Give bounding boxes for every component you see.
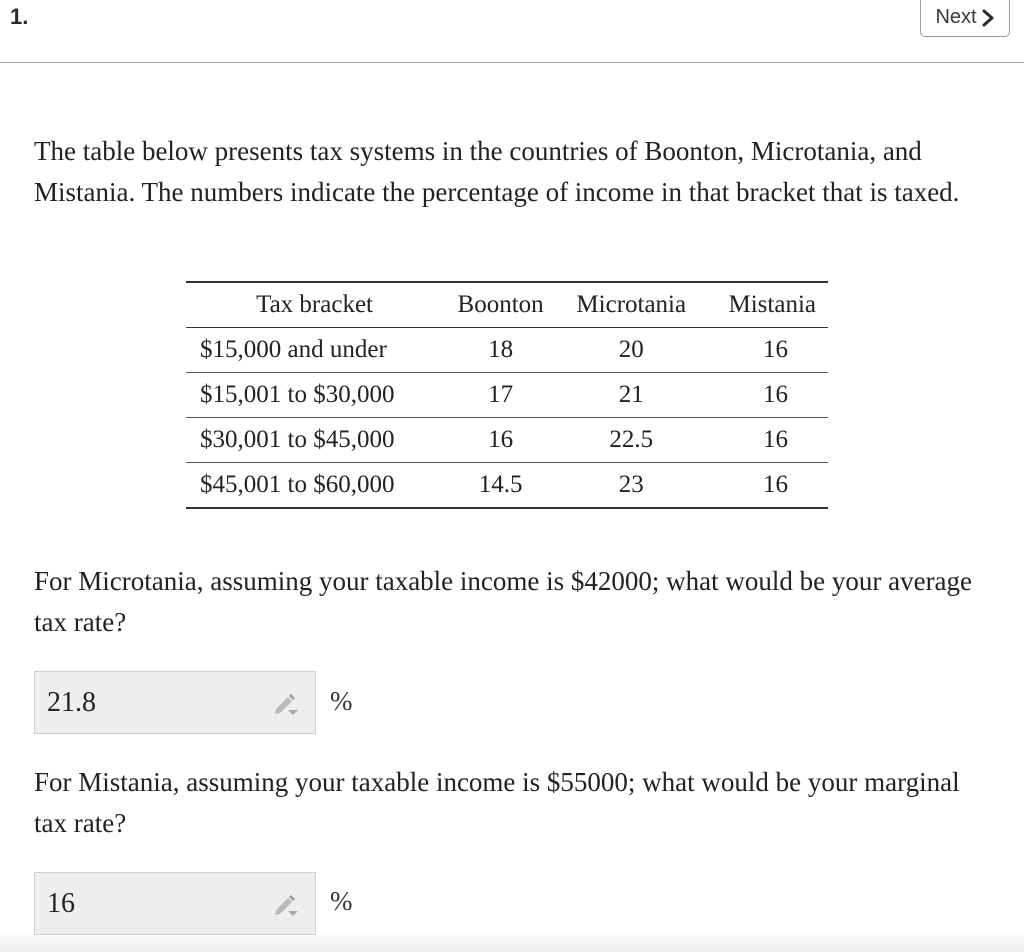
question-intro: The table below presents tax systems in the countries of Boonton, Microtania, and Mistania. The numbers indicate the percentage of income in that bracket that is taxed. [34, 136, 960, 207]
question-part-1-prompt: For Microtania, assuming your taxable income is $42000; what would be your average tax rate? [34, 566, 973, 637]
boonton-cell: 14.5 [443, 463, 558, 509]
answer-input-2[interactable] [34, 872, 316, 935]
next-button[interactable] [920, 0, 1010, 37]
boonton-cell: 18 [488, 336, 514, 363]
bracket-cell: $45,001 to $60,000 [186, 463, 443, 509]
header-boonton: Boonton [443, 282, 558, 328]
bracket-cell: $15,000 and under [200, 336, 387, 363]
pencil-icon [271, 688, 301, 718]
header-tax-bracket: Tax bracket [186, 282, 443, 328]
bottom-fade [0, 930, 1024, 952]
answer-value-1: 21.8 [47, 686, 96, 718]
answer-input-1[interactable] [34, 671, 316, 734]
mistania-cell: 16 [763, 336, 788, 363]
bracket-cell: $30,001 to $45,000 [186, 418, 443, 463]
question-number: 1. [10, 4, 29, 29]
table-row [186, 328, 828, 373]
boonton-cell: 17 [443, 373, 558, 418]
mistania-cell: 16 [704, 463, 828, 509]
pencil-icon [271, 889, 301, 919]
microtania-cell: 21 [558, 373, 704, 418]
top-bar [0, 0, 1024, 63]
header-microtania: Microtania [558, 282, 704, 328]
microtania-cell: 20 [618, 336, 644, 363]
table-row [186, 418, 828, 463]
microtania-cell: 22.5 [558, 418, 704, 463]
question-part-2-prompt: For Mistania, assuming your taxable income is $55000; what would be your marginal tax rate? [34, 767, 960, 838]
table-header-row [186, 282, 828, 328]
microtania-cell: 23 [558, 463, 704, 509]
answer-value-2: 16 [47, 887, 75, 919]
header-mistania: Mistania [704, 282, 828, 328]
boonton-cell: 16 [443, 418, 558, 463]
unit-percent-1: % [330, 686, 353, 716]
unit-percent-2: % [330, 886, 353, 916]
tax-table [186, 281, 828, 509]
chevron-right-icon [981, 9, 995, 27]
table-row [186, 463, 828, 509]
next-button-label: Next [935, 6, 977, 28]
mistania-cell: 16 [704, 418, 828, 463]
mistania-cell: 16 [704, 373, 828, 418]
bracket-cell: $15,001 to $30,000 [186, 373, 443, 418]
table-row [186, 373, 828, 418]
